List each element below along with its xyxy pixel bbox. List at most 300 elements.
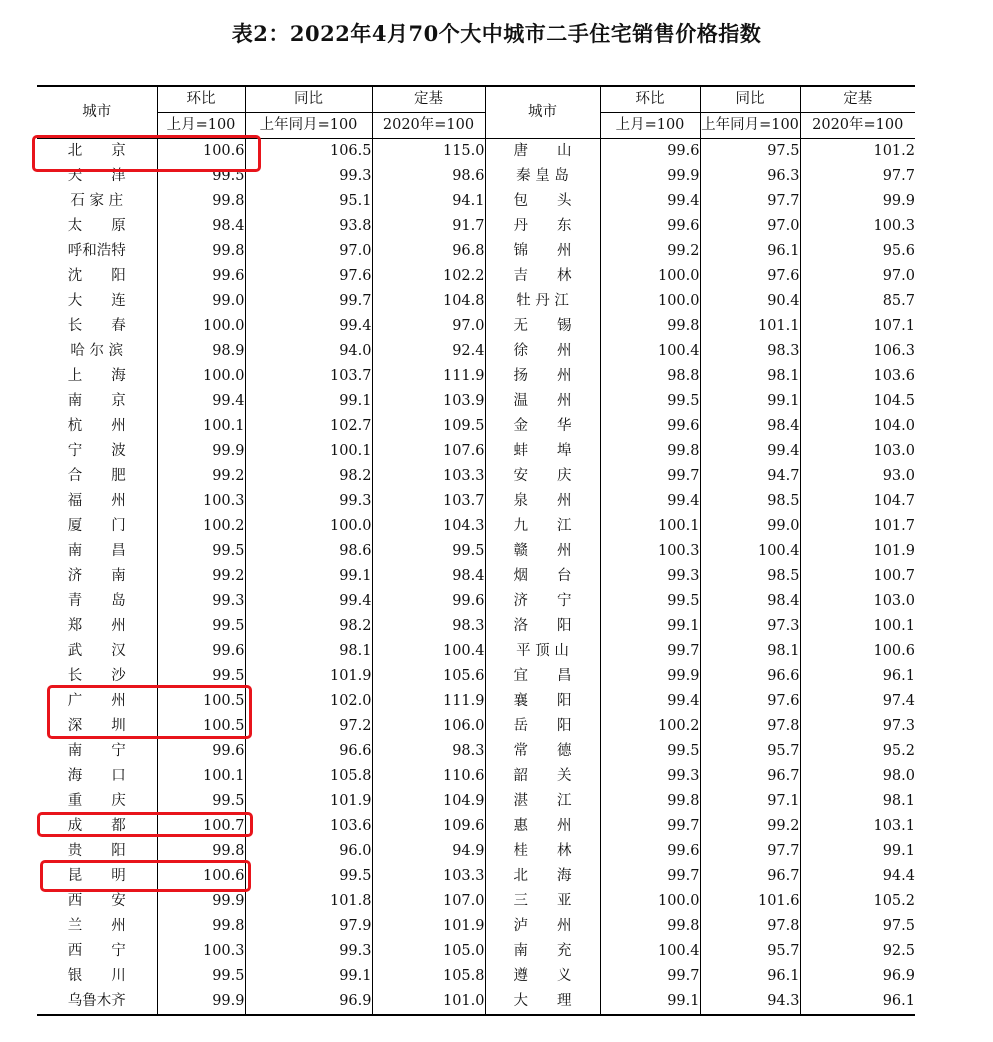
- fixed-cell-left: 105.8: [372, 964, 485, 989]
- city-cell-right: 烟 台: [485, 564, 600, 589]
- fixed-cell-right: 104.7: [800, 489, 915, 514]
- yoy-cell-left: 99.4: [245, 314, 372, 339]
- fixed-cell-left: 111.9: [372, 364, 485, 389]
- table-row: [37, 364, 915, 389]
- city-cell-right: 温 州: [485, 389, 600, 414]
- yoy-cell-left: 99.5: [245, 864, 372, 889]
- mom-cell-left: 100.1: [157, 414, 245, 439]
- yoy-cell-right: 97.1: [700, 789, 800, 814]
- fixed-cell-left: 96.8: [372, 239, 485, 264]
- fixed-cell-right: 96.1: [800, 989, 915, 1015]
- yoy-cell-left: 99.3: [245, 939, 372, 964]
- header-row-1: [37, 86, 915, 113]
- yoy-cell-right: 97.8: [700, 914, 800, 939]
- fixed-cell-right: 100.1: [800, 614, 915, 639]
- yoy-cell-left: 98.1: [245, 639, 372, 664]
- yoy-cell-right: 98.1: [700, 639, 800, 664]
- yoy-cell-left: 97.0: [245, 239, 372, 264]
- mom-cell-left: 100.7: [157, 814, 245, 839]
- mom-cell-right: 99.7: [600, 864, 700, 889]
- table-row: [37, 639, 915, 664]
- city-cell-left: 贵 阳: [67, 843, 126, 859]
- yoy-cell-left: 106.5: [245, 139, 372, 165]
- mom-cell-right: 99.4: [600, 689, 700, 714]
- yoy-cell-left: 102.7: [245, 414, 372, 439]
- city-cell-left: 银 川: [67, 968, 126, 984]
- fixed-cell-left: 110.6: [372, 764, 485, 789]
- city-cell-right: 安 庆: [485, 464, 600, 489]
- fixed-cell-right: 101.9: [800, 539, 915, 564]
- city-cell-left: 广 州: [67, 693, 126, 709]
- yoy-cell-right: 101.1: [700, 314, 800, 339]
- yoy-cell-right: 99.4: [700, 439, 800, 464]
- yoy-cell-right: 97.0: [700, 214, 800, 239]
- fixed-cell-right: 97.0: [800, 264, 915, 289]
- mom-cell-left: 100.1: [157, 764, 245, 789]
- mom-cell-left: 99.6: [157, 739, 245, 764]
- fixed-cell-left: 101.0: [372, 989, 485, 1015]
- yoy-cell-left: 98.6: [245, 539, 372, 564]
- table-row: [37, 939, 915, 964]
- fixed-cell-left: 115.0: [372, 139, 485, 165]
- fixed-cell-left: 99.5: [372, 539, 485, 564]
- mom-cell-left: 99.5: [157, 164, 245, 189]
- city-cell-right: 包 头: [485, 189, 600, 214]
- header-city-right: 城市: [485, 86, 600, 139]
- city-cell-right: 宜 昌: [485, 664, 600, 689]
- fixed-cell-left: 105.6: [372, 664, 485, 689]
- table-row: [37, 289, 915, 314]
- city-cell-right: 泉 州: [485, 489, 600, 514]
- table-row: [37, 214, 915, 239]
- header-mom-left: 环比: [157, 86, 245, 113]
- mom-cell-right: 99.7: [600, 464, 700, 489]
- mom-cell-right: 99.3: [600, 764, 700, 789]
- yoy-cell-right: 97.6: [700, 689, 800, 714]
- city-cell-left: 西 宁: [67, 943, 126, 959]
- header-yoy-left: 同比: [245, 86, 372, 113]
- mom-cell-right: 100.1: [600, 514, 700, 539]
- fixed-cell-left: 103.3: [372, 464, 485, 489]
- city-cell-right: 赣 州: [485, 539, 600, 564]
- city-cell-right: 秦 皇 岛: [485, 164, 600, 189]
- fixed-cell-right: 104.0: [800, 414, 915, 439]
- table-row: [37, 514, 915, 539]
- mom-cell-right: 99.1: [600, 614, 700, 639]
- mom-cell-left: 99.6: [157, 639, 245, 664]
- fixed-cell-left: 103.3: [372, 864, 485, 889]
- highlight-box-kunming: [40, 860, 251, 892]
- table-row: [37, 264, 915, 289]
- mom-cell-left: 100.5: [157, 689, 245, 714]
- city-cell-right: 扬 州: [485, 364, 600, 389]
- fixed-cell-right: 99.9: [800, 189, 915, 214]
- city-cell-right: 岳 阳: [485, 714, 600, 739]
- city-cell-left: 兰 州: [67, 918, 126, 934]
- yoy-cell-right: 97.6: [700, 264, 800, 289]
- table-row: [37, 964, 915, 989]
- yoy-cell-right: 94.7: [700, 464, 800, 489]
- city-cell-left: 重 庆: [67, 793, 126, 809]
- fixed-cell-right: 98.1: [800, 789, 915, 814]
- yoy-cell-left: 101.8: [245, 889, 372, 914]
- header-mom-base-right: 上月=100: [600, 113, 700, 139]
- yoy-cell-right: 96.3: [700, 164, 800, 189]
- yoy-cell-right: 98.1: [700, 364, 800, 389]
- city-cell-right: 遵 义: [485, 964, 600, 989]
- mom-cell-left: 99.2: [157, 464, 245, 489]
- yoy-cell-left: 99.3: [245, 164, 372, 189]
- table-row: [37, 539, 915, 564]
- yoy-cell-left: 100.1: [245, 439, 372, 464]
- city-cell-right: 桂 林: [485, 839, 600, 864]
- table-row: [37, 239, 915, 264]
- highlight-box-guangzhou-shenzhen: [47, 685, 252, 739]
- fixed-cell-right: 98.0: [800, 764, 915, 789]
- city-cell-right: 九 江: [485, 514, 600, 539]
- mom-cell-right: 99.6: [600, 139, 700, 165]
- city-cell-right: 金 华: [485, 414, 600, 439]
- header-fixed-right: 定基: [800, 86, 915, 113]
- mom-cell-right: 99.5: [600, 589, 700, 614]
- mom-cell-left: 99.3: [157, 589, 245, 614]
- city-cell-left: 海 口: [67, 768, 126, 784]
- mom-cell-right: 99.3: [600, 564, 700, 589]
- yoy-cell-left: 99.1: [245, 564, 372, 589]
- mom-cell-right: 99.7: [600, 964, 700, 989]
- fixed-cell-left: 104.8: [372, 289, 485, 314]
- city-cell-left: 济 南: [67, 568, 126, 584]
- city-cell-left: 天 津: [67, 168, 126, 184]
- fixed-cell-left: 98.3: [372, 614, 485, 639]
- yoy-cell-left: 94.0: [245, 339, 372, 364]
- mom-cell-left: 99.8: [157, 914, 245, 939]
- table-row: [37, 414, 915, 439]
- mom-cell-left: 99.4: [157, 389, 245, 414]
- mom-cell-right: 98.8: [600, 364, 700, 389]
- fixed-cell-left: 98.3: [372, 739, 485, 764]
- fixed-cell-left: 94.1: [372, 189, 485, 214]
- fixed-cell-left: 107.6: [372, 439, 485, 464]
- city-cell-left: 深 圳: [67, 718, 126, 734]
- city-cell-right: 湛 江: [485, 789, 600, 814]
- yoy-cell-right: 95.7: [700, 739, 800, 764]
- yoy-cell-left: 95.1: [245, 189, 372, 214]
- fixed-cell-left: 99.6: [372, 589, 485, 614]
- mom-cell-left: 99.6: [157, 264, 245, 289]
- yoy-cell-right: 96.1: [700, 964, 800, 989]
- city-cell-left: 呼和浩特: [67, 243, 126, 259]
- fixed-cell-right: 107.1: [800, 314, 915, 339]
- mom-cell-right: 99.7: [600, 639, 700, 664]
- city-cell-left: 乌鲁木齐: [37, 989, 157, 1015]
- table-row: [37, 989, 915, 1015]
- yoy-cell-right: 96.7: [700, 864, 800, 889]
- city-cell-left: 杭 州: [67, 418, 126, 434]
- mom-cell-right: 99.5: [600, 389, 700, 414]
- yoy-cell-left: 98.2: [245, 614, 372, 639]
- table-row: [37, 914, 915, 939]
- fixed-cell-left: 104.3: [372, 514, 485, 539]
- fixed-cell-right: 85.7: [800, 289, 915, 314]
- mom-cell-right: 99.7: [600, 814, 700, 839]
- header-fixed-base-right: 2020年=100: [800, 113, 915, 139]
- mom-cell-right: 99.8: [600, 314, 700, 339]
- header-fixed-left: 定基: [372, 86, 485, 113]
- yoy-cell-left: 103.7: [245, 364, 372, 389]
- yoy-cell-left: 96.6: [245, 739, 372, 764]
- fixed-cell-right: 100.6: [800, 639, 915, 664]
- fixed-cell-left: 92.4: [372, 339, 485, 364]
- city-cell-left: 沈 阳: [67, 268, 126, 284]
- mom-cell-right: 99.6: [600, 214, 700, 239]
- city-cell-left: 宁 波: [67, 443, 126, 459]
- yoy-cell-right: 98.4: [700, 414, 800, 439]
- table-row: [37, 439, 915, 464]
- mom-cell-right: 100.0: [600, 264, 700, 289]
- mom-cell-left: 99.9: [157, 889, 245, 914]
- fixed-cell-left: 91.7: [372, 214, 485, 239]
- yoy-cell-left: 100.0: [245, 514, 372, 539]
- fixed-cell-right: 105.2: [800, 889, 915, 914]
- mom-cell-left: 100.6: [157, 864, 245, 889]
- city-cell-right: 牡 丹 江: [485, 289, 600, 314]
- fixed-cell-right: 93.0: [800, 464, 915, 489]
- mom-cell-left: 99.5: [157, 664, 245, 689]
- fixed-cell-left: 111.9: [372, 689, 485, 714]
- yoy-cell-right: 98.5: [700, 564, 800, 589]
- table-row: [37, 739, 915, 764]
- fixed-cell-left: 106.0: [372, 714, 485, 739]
- table-row: [37, 314, 915, 339]
- mom-cell-right: 100.0: [600, 289, 700, 314]
- fixed-cell-left: 103.9: [372, 389, 485, 414]
- table-title: 表2：2022年4月70个大中城市二手住宅销售价格指数: [231, 21, 762, 46]
- mom-cell-right: 99.4: [600, 189, 700, 214]
- yoy-cell-right: 97.8: [700, 714, 800, 739]
- yoy-cell-left: 102.0: [245, 689, 372, 714]
- header-mom-right: 环比: [600, 86, 700, 113]
- mom-cell-right: 99.9: [600, 164, 700, 189]
- mom-cell-right: 100.2: [600, 714, 700, 739]
- mom-cell-left: 100.3: [157, 489, 245, 514]
- city-cell-left: 南 昌: [67, 543, 126, 559]
- header-yoy-base-left: 上年同月=100: [245, 113, 372, 139]
- city-cell-right: 惠 州: [485, 814, 600, 839]
- yoy-cell-left: 99.7: [245, 289, 372, 314]
- fixed-cell-left: 101.9: [372, 914, 485, 939]
- fixed-cell-right: 92.5: [800, 939, 915, 964]
- city-cell-left: 大 连: [67, 293, 126, 309]
- mom-cell-right: 99.9: [600, 664, 700, 689]
- mom-cell-right: 99.2: [600, 239, 700, 264]
- city-cell-left: 北 京: [67, 143, 126, 159]
- header-yoy-base-right: 上年同月=100: [700, 113, 800, 139]
- city-cell-right: 唐 山: [485, 139, 600, 165]
- mom-cell-right: 99.8: [600, 439, 700, 464]
- yoy-cell-left: 99.3: [245, 489, 372, 514]
- fixed-cell-right: 106.3: [800, 339, 915, 364]
- fixed-cell-right: 100.7: [800, 564, 915, 589]
- fixed-cell-left: 103.7: [372, 489, 485, 514]
- fixed-cell-right: 95.6: [800, 239, 915, 264]
- fixed-cell-right: 103.0: [800, 439, 915, 464]
- yoy-cell-right: 99.0: [700, 514, 800, 539]
- mom-cell-left: 99.9: [157, 439, 245, 464]
- yoy-cell-right: 98.3: [700, 339, 800, 364]
- city-cell-left: 青 岛: [67, 593, 126, 609]
- city-cell-left: 合 肥: [67, 468, 126, 484]
- city-cell-right: 三 亚: [485, 889, 600, 914]
- mom-cell-left: 98.9: [157, 339, 245, 364]
- table-row: [37, 789, 915, 814]
- mom-cell-left: 99.9: [157, 989, 245, 1015]
- yoy-cell-right: 96.7: [700, 764, 800, 789]
- city-cell-left: 石 家 庄: [70, 193, 124, 209]
- yoy-cell-left: 99.4: [245, 589, 372, 614]
- yoy-cell-left: 101.9: [245, 664, 372, 689]
- yoy-cell-right: 97.3: [700, 614, 800, 639]
- yoy-cell-left: 97.2: [245, 714, 372, 739]
- header-yoy-right: 同比: [700, 86, 800, 113]
- table-row: [37, 189, 915, 214]
- city-cell-left: 哈 尔 滨: [70, 343, 124, 359]
- table-row: [37, 489, 915, 514]
- yoy-cell-left: 99.1: [245, 389, 372, 414]
- city-cell-left: 太 原: [67, 218, 126, 234]
- table-row: [37, 614, 915, 639]
- mom-cell-left: 98.4: [157, 214, 245, 239]
- mom-cell-left: 99.8: [157, 189, 245, 214]
- yoy-cell-right: 97.7: [700, 839, 800, 864]
- city-cell-right: 北 海: [485, 864, 600, 889]
- city-cell-right: 平 顶 山: [485, 639, 600, 664]
- table-row: [37, 464, 915, 489]
- mom-cell-left: 100.5: [157, 714, 245, 739]
- yoy-cell-right: 100.4: [700, 539, 800, 564]
- city-cell-right: 丹 东: [485, 214, 600, 239]
- yoy-cell-right: 97.7: [700, 189, 800, 214]
- yoy-cell-left: 105.8: [245, 764, 372, 789]
- fixed-cell-right: 97.3: [800, 714, 915, 739]
- mom-cell-right: 99.6: [600, 839, 700, 864]
- city-cell-left: 厦 门: [67, 518, 126, 534]
- fixed-cell-left: 98.6: [372, 164, 485, 189]
- mom-cell-right: 99.1: [600, 989, 700, 1015]
- fixed-cell-left: 98.4: [372, 564, 485, 589]
- mom-cell-left: 100.6: [157, 139, 245, 165]
- city-cell-right: 无 锡: [485, 314, 600, 339]
- mom-cell-right: 99.8: [600, 914, 700, 939]
- mom-cell-left: 99.2: [157, 564, 245, 589]
- mom-cell-right: 100.0: [600, 889, 700, 914]
- fixed-cell-right: 101.7: [800, 514, 915, 539]
- yoy-cell-left: 96.0: [245, 839, 372, 864]
- mom-cell-right: 99.8: [600, 789, 700, 814]
- yoy-cell-left: 93.8: [245, 214, 372, 239]
- city-cell-right: 蚌 埠: [485, 439, 600, 464]
- table-row: [37, 764, 915, 789]
- city-cell-right: 襄 阳: [485, 689, 600, 714]
- fixed-cell-left: 104.9: [372, 789, 485, 814]
- highlight-box-beijing: [32, 135, 261, 172]
- city-cell-right: 徐 州: [485, 339, 600, 364]
- yoy-cell-left: 97.6: [245, 264, 372, 289]
- mom-cell-left: 99.5: [157, 539, 245, 564]
- fixed-cell-right: 104.5: [800, 389, 915, 414]
- fixed-cell-right: 103.0: [800, 589, 915, 614]
- city-cell-right: 常 德: [485, 739, 600, 764]
- mom-cell-right: 100.4: [600, 339, 700, 364]
- mom-cell-right: 99.4: [600, 489, 700, 514]
- mom-cell-left: 99.8: [157, 239, 245, 264]
- yoy-cell-left: 96.9: [245, 989, 372, 1015]
- yoy-cell-right: 98.4: [700, 589, 800, 614]
- mom-cell-left: 100.0: [157, 364, 245, 389]
- yoy-cell-right: 96.1: [700, 239, 800, 264]
- city-cell-left: 武 汉: [67, 643, 126, 659]
- fixed-cell-right: 96.1: [800, 664, 915, 689]
- city-cell-left: 上 海: [67, 368, 126, 384]
- fixed-cell-right: 94.4: [800, 864, 915, 889]
- mom-cell-right: 99.5: [600, 739, 700, 764]
- fixed-cell-right: 97.5: [800, 914, 915, 939]
- yoy-cell-left: 98.2: [245, 464, 372, 489]
- city-cell-right: 济 宁: [485, 589, 600, 614]
- mom-cell-left: 99.5: [157, 964, 245, 989]
- city-cell-left: 福 州: [67, 493, 126, 509]
- yoy-cell-right: 101.6: [700, 889, 800, 914]
- yoy-cell-left: 101.9: [245, 789, 372, 814]
- fixed-cell-left: 107.0: [372, 889, 485, 914]
- fixed-cell-left: 105.0: [372, 939, 485, 964]
- fixed-cell-right: 103.1: [800, 814, 915, 839]
- city-cell-right: 泸 州: [485, 914, 600, 939]
- table-row: [37, 339, 915, 364]
- city-cell-left: 西 安: [67, 893, 126, 909]
- fixed-cell-right: 100.3: [800, 214, 915, 239]
- yoy-cell-right: 90.4: [700, 289, 800, 314]
- city-cell-right: 南 充: [485, 939, 600, 964]
- header-mom-base-left: 上月=100: [157, 113, 245, 139]
- mom-cell-right: 100.4: [600, 939, 700, 964]
- fixed-cell-left: 94.9: [372, 839, 485, 864]
- table-row: [37, 589, 915, 614]
- fixed-cell-right: 97.7: [800, 164, 915, 189]
- yoy-cell-right: 96.6: [700, 664, 800, 689]
- yoy-cell-left: 103.6: [245, 814, 372, 839]
- fixed-cell-left: 109.6: [372, 814, 485, 839]
- city-cell-right: 大 理: [485, 989, 600, 1015]
- fixed-cell-left: 100.4: [372, 639, 485, 664]
- yoy-cell-right: 95.7: [700, 939, 800, 964]
- mom-cell-left: 100.2: [157, 514, 245, 539]
- city-cell-right: 吉 林: [485, 264, 600, 289]
- mom-cell-left: 100.3: [157, 939, 245, 964]
- fixed-cell-right: 95.2: [800, 739, 915, 764]
- yoy-cell-right: 99.1: [700, 389, 800, 414]
- yoy-cell-right: 94.3: [700, 989, 800, 1015]
- city-cell-right: 韶 关: [485, 764, 600, 789]
- table-row: [37, 564, 915, 589]
- city-cell-right: 锦 州: [485, 239, 600, 264]
- fixed-cell-right: 101.2: [800, 139, 915, 165]
- city-cell-left: 长 沙: [67, 668, 126, 684]
- mom-cell-right: 99.6: [600, 414, 700, 439]
- table-row: [37, 889, 915, 914]
- fixed-cell-left: 109.5: [372, 414, 485, 439]
- yoy-cell-right: 98.5: [700, 489, 800, 514]
